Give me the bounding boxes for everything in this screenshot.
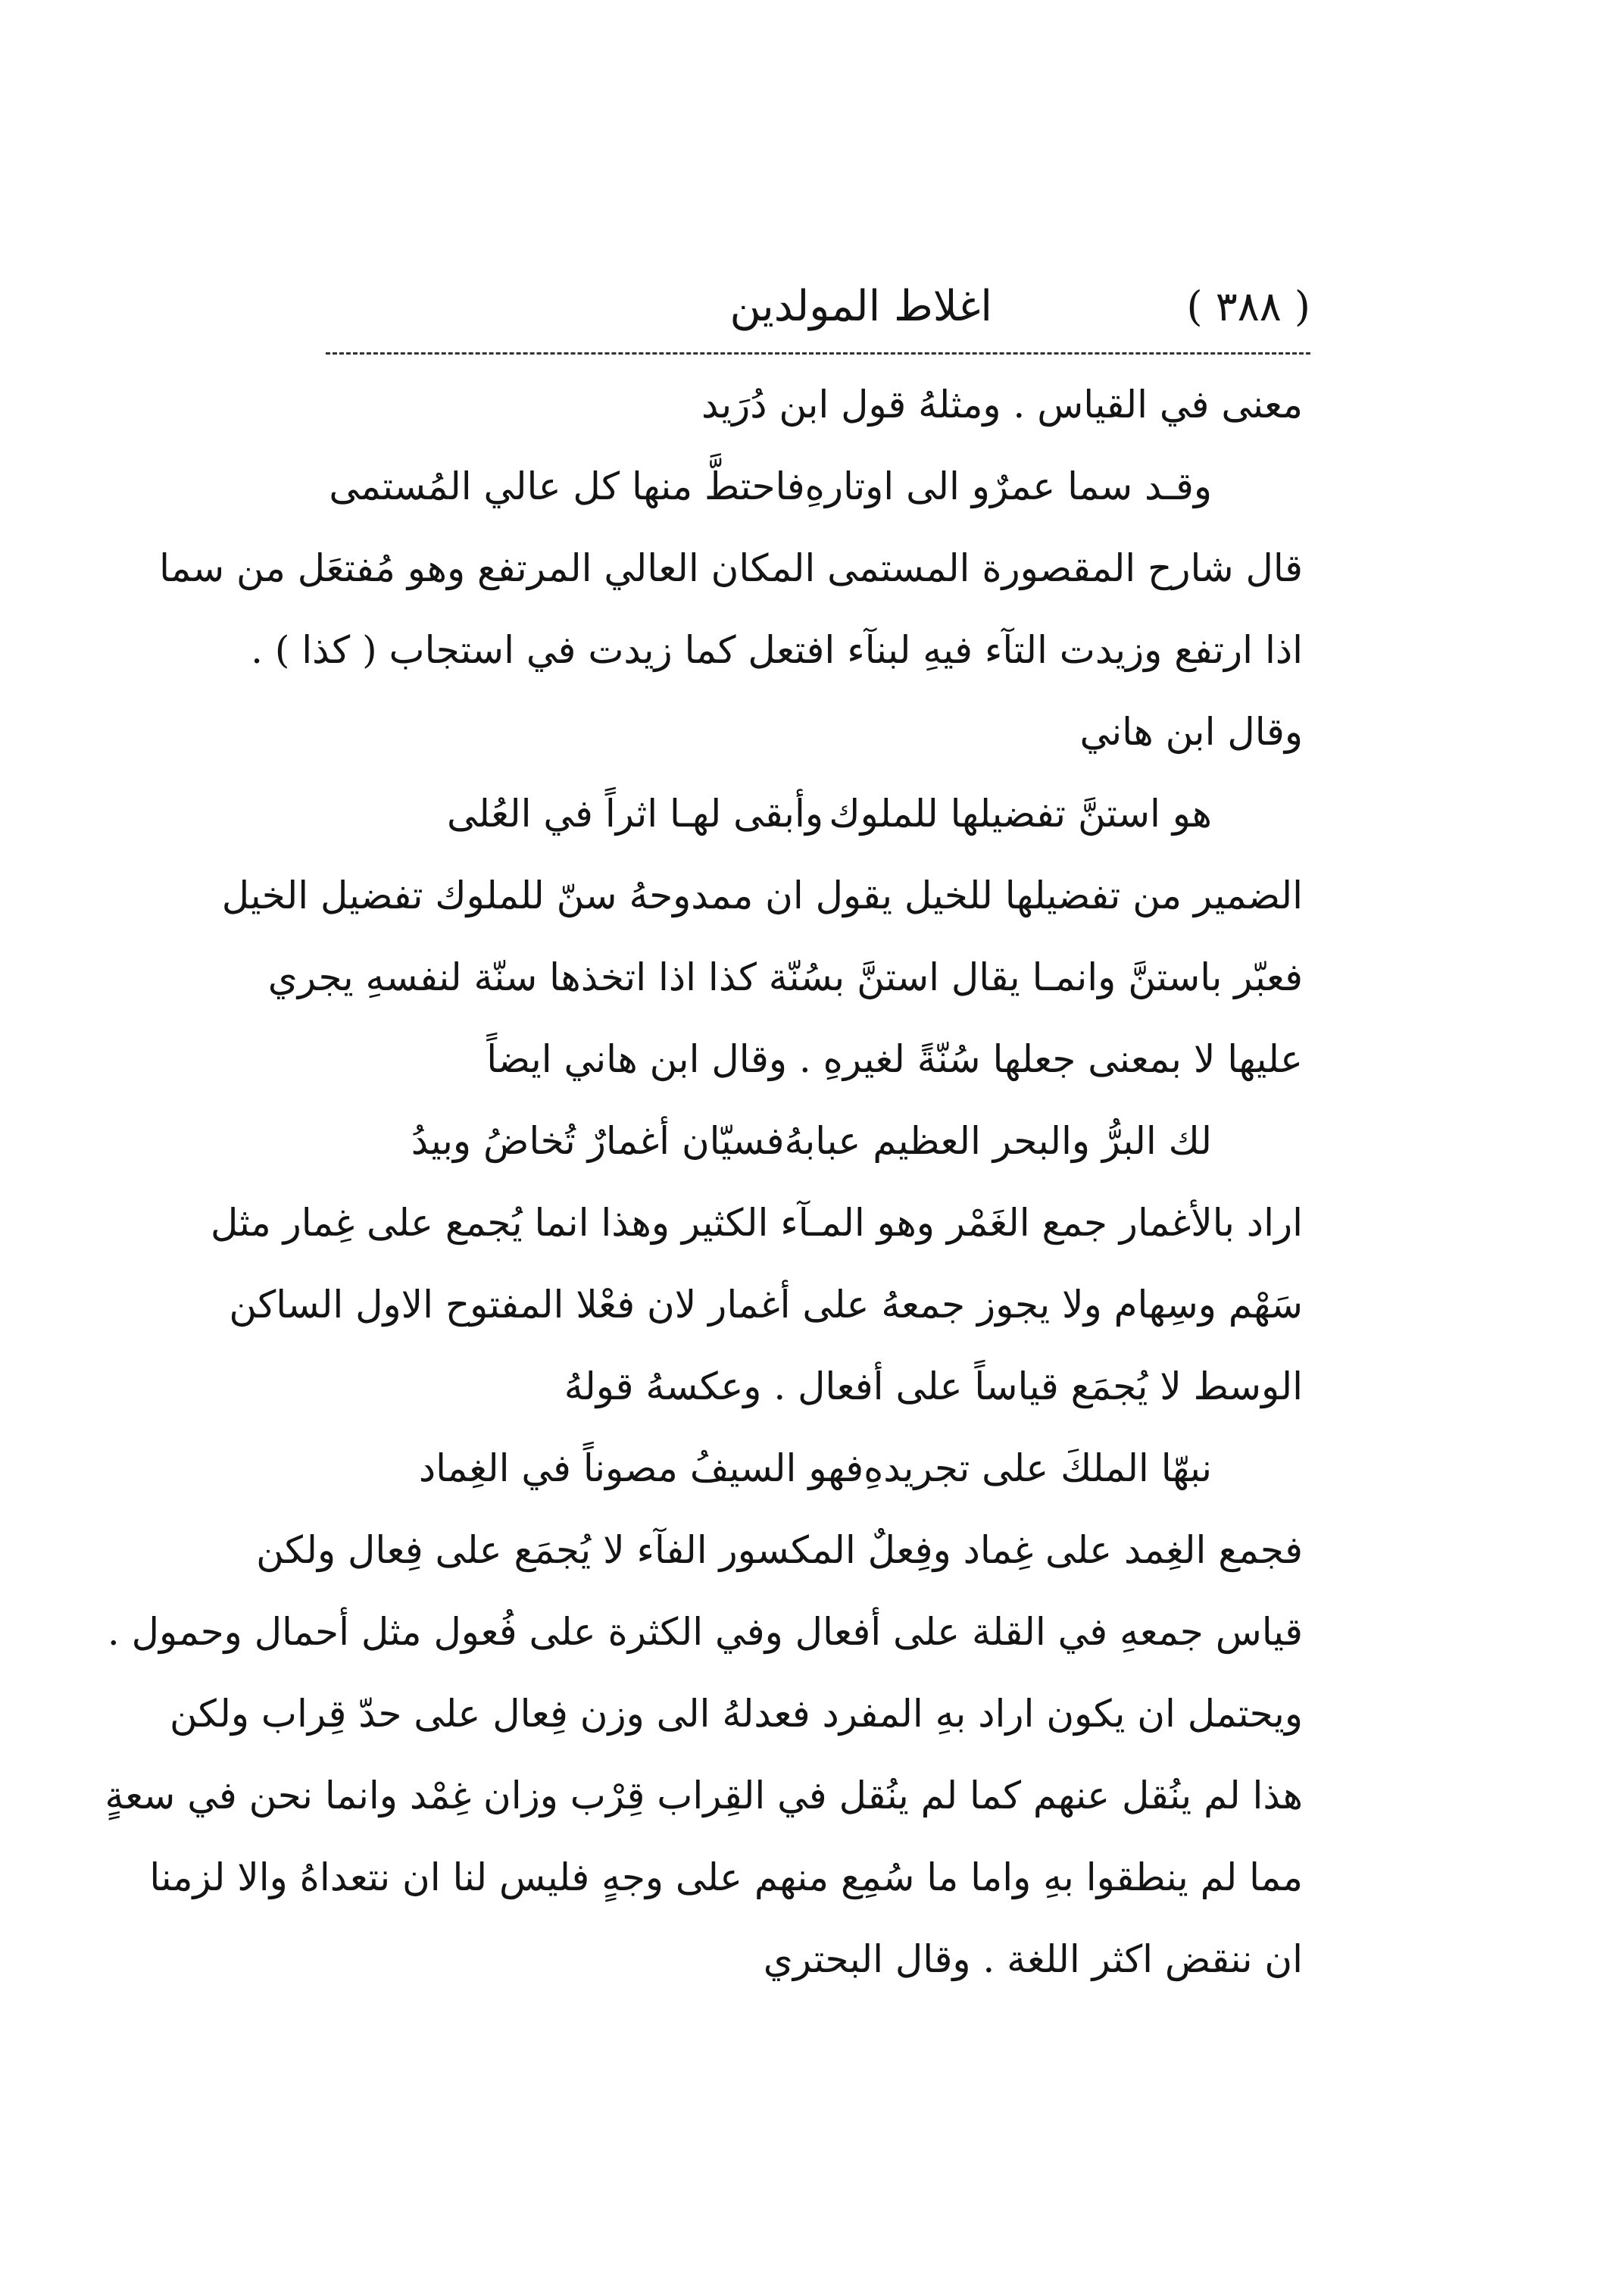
verse-line <box>326 773 1303 855</box>
text-line: سَهْم وسِهام ولا يجوز جمعهُ على أغمار لان فعْلا المفتوح الاول الساكن <box>229 1283 1303 1327</box>
text-line: الوسط لا يُجمَع قياساً على أفعال . وعكسهُ قولهُ <box>564 1364 1303 1408</box>
verse-second-hemistich: فسيّان أغمارٌ تُخاضُ وبيدُ <box>411 1119 785 1163</box>
verse-first-hemistich: وقـد سما عمرٌو الى اوتارهِ <box>804 464 1212 508</box>
verse-first-hemistich: نبهّا الملكَ على تجريدهِ <box>864 1446 1212 1490</box>
running-title: اغلاط المولدين <box>729 282 992 331</box>
text-line: مما لم ينطقوا بهِ واما ما سُمِع منهم على وجهٍ فليس لنا ان نتعداهُ والا لزمنا <box>149 1855 1303 1899</box>
text-line: عليها لا بمعنى جعلها سُنّةً لغيرهِ . وقال ابن هاني ايضاً <box>486 1037 1303 1081</box>
verse-first-hemistich: لك البرُّ والبحر العظيم عبابهُ <box>784 1119 1212 1163</box>
text-line: ان ننقض اكثر اللغة . وقال البحتري <box>763 1937 1303 1981</box>
verse-line <box>326 445 1303 527</box>
text-line: قال شارح المقصورة المستمى المكان العالي المرتفع وهو مُفتعَل من سما <box>159 546 1303 590</box>
text-line: ويحتمل ان يكون اراد بهِ المفرد فعدلهُ الى وزن فِعال على حدّ قِراب ولكن <box>169 1692 1303 1736</box>
verse-first-hemistich: هو استنَّ تفضيلها للملوك <box>829 792 1212 836</box>
verse-second-hemistich: وأبقى لهـا اثراً في العُلى <box>447 792 823 836</box>
header-rule <box>326 352 1310 355</box>
text-line: الضمير من تفضيلها للخيل يقول ان ممدوحهُ سنّ للملوك تفضيل الخيل <box>221 874 1303 917</box>
verse-line <box>326 1427 1303 1509</box>
body-text <box>105 364 1303 2000</box>
text-line: فجمع الغِمد على غِماد وفِعلٌ المكسور الفآء لا يُجمَع على فِعال ولكن <box>256 1528 1303 1572</box>
text-line: اذا ارتفع وزيدت التآء فيهِ لبنآء افتعل كما زيدت في استجاب ( كذا ) . <box>251 628 1303 672</box>
text-line: قياس جمعهِ في القلة على أفعال وفي الكثرة على فُعول مثل أحمال وحمول . <box>107 1610 1303 1654</box>
page-header <box>326 273 1310 348</box>
verse-second-hemistich: فاحتطَّ منها كل عالي المُستمى <box>329 464 805 508</box>
text-line: فعبّر باستنَّ وانمـا يقال استنَّ بسُنّة كذا اذا اتخذها سنّة لنفسهِ يجري <box>267 955 1303 999</box>
text-line: معنى في القياس . ومثلهُ قول ابن دُرَيد <box>701 383 1303 427</box>
verse-second-hemistich: فهو السيفُ مصوناً في الغِماد <box>418 1446 864 1490</box>
text-line: وقال ابن هاني <box>1079 710 1303 754</box>
page-number: ( ٣٨٨ ) <box>1186 283 1310 330</box>
verse-line <box>326 1100 1303 1182</box>
text-line: اراد بالأغمار جمع الغَمْر وهو المـآء الكثير وهذا انما يُجمع على غِمار مثل <box>211 1201 1303 1245</box>
text-line: هذا لم ينُقل عنهم كما لم ينُقل في القِراب قِرْب وزان غِمْد وانما نحن في سعةٍ <box>105 1774 1303 1817</box>
